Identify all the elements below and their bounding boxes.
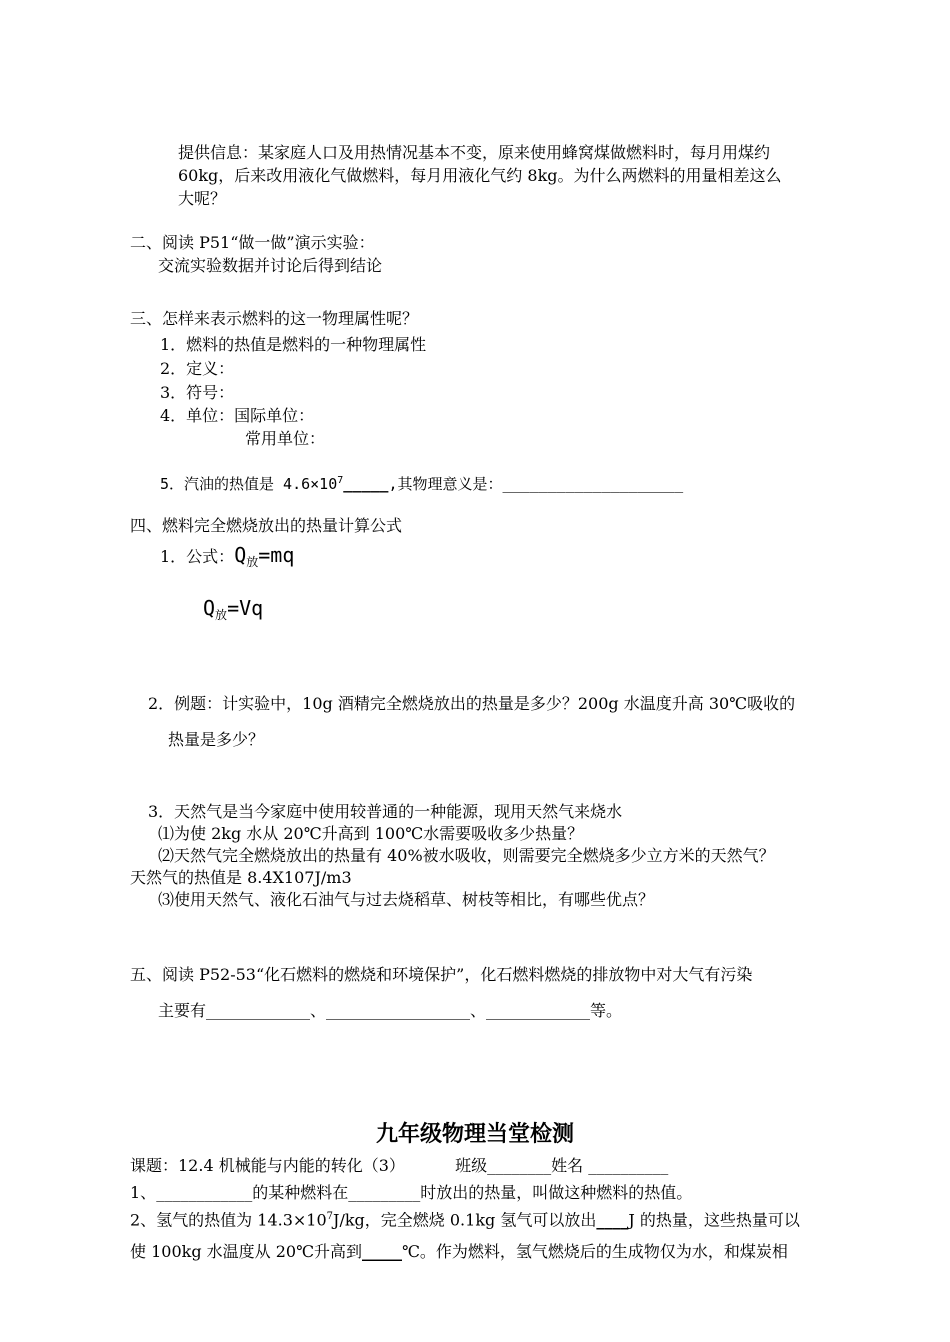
q1-number: 1、 [130,1183,157,1202]
example-3-part-3: ⑶使用天然气、液化石油气与过去烧稻草、树枝等相比，有哪些优点？ [158,890,655,909]
formula-q: Q [234,543,247,567]
example-2-line-1: 2．例题：计实验中，10g 酒精完全燃烧放出的热量是多少？200g 水温度升高 30℃吸收的 [148,694,796,713]
section-4-heading: 四、燃料完全燃烧放出的热量计算公式 [130,516,403,535]
q1-text-2: 时放出的热量，叫做这种燃料的热值。 [420,1183,693,1202]
pollutant-blank-3: _____________ [486,1001,591,1020]
formula-label: 1．公式： [160,547,235,566]
quiz-question-2-line-1 [130,1206,800,1231]
example-3-part-1: ⑴为使 2kg 水从 20℃升高到 100℃水需要吸收多少热量？ [158,824,584,843]
section-5-line-2 [158,1000,622,1022]
section-2-heading: 二、阅读 P51“做一做”演示实验： [130,233,375,252]
exponent: 7 [337,475,344,486]
lesson-title: 课题：12.4 机械能与内能的转化（3） [130,1156,405,1175]
intro-line-1: 提供信息：某家庭人口及用热情况基本不变，原来使用蜂窝煤做燃料时，每月用煤约 [178,143,771,162]
q2-blank-2: _____ [362,1242,402,1261]
section-3-item-4-common-unit: 常用单位： [245,429,326,448]
example-3-part-2-cont: 天然气的热值是 8.4X107J/m3 [130,868,352,887]
pollutants-end: 等。 [590,1001,623,1020]
quiz-lesson-line [130,1155,668,1177]
formula-2-rhs: =Vq [227,596,264,620]
q2-text-5: ℃。作为燃料，氢气燃烧后的生成物仅为水，和煤炭相 [402,1242,788,1261]
separator: 、 [470,1001,487,1020]
q2-text-2: J/kg，完全燃烧 0.1kg 氢气可以放出 [333,1210,597,1230]
pollutants-label: 主要有 [158,1001,207,1020]
q2-text-1: 2、氢气的热值为 14.3×10 [130,1210,327,1230]
example-3-part-2: ⑵天然气完全燃烧放出的热量有 40%被水吸收，则需要完全燃烧多少立方米的天然气？ [158,846,775,865]
section-3-item-2: 2．定义： [160,359,235,378]
formula-1 [160,544,294,573]
unit-blank: _____ [343,475,389,493]
q1-blank-2: _________ [348,1183,421,1202]
intro-line-2: 60kg，后来改用液化气做燃料，每月用液化气约 8kg。为什么两燃料的用量相差这么 [178,166,782,185]
quiz-question-1 [130,1182,692,1204]
section-5-line-1: 五、阅读 P52-53“化石燃料的燃烧和环境保护”，化石燃料燃烧的排放物中对大气有污染 [130,965,753,984]
exponent: 7 [326,1211,334,1222]
q2-text-3: J 的热量，这些热量可以 [628,1210,800,1230]
separator: 、 [310,1001,327,1020]
pollutant-blank-1: _____________ [206,1001,311,1020]
section-3-heading: 三、怎样来表示燃料的这一物理属性呢？ [130,309,419,328]
formula-sub: 放 [246,555,259,570]
class-label: 班级 [455,1156,488,1175]
formula-2 [203,597,263,626]
section-3-item-4: 4．单位：国际单位： [160,406,315,425]
section-3-item-1: 1．燃料的热值是燃料的一种物理属性 [160,335,427,354]
gasoline-heat-value: 5．汽油的热值是 4.6×10 [160,475,338,493]
formula-1-rhs: =mq [258,543,295,567]
example-3-heading: 3．天然气是当今家庭中使用较普通的一种能源，现用天然气来烧水 [148,802,623,821]
meaning-blank: ____________________ [502,475,684,493]
q2-blank-1: ____ [596,1210,629,1230]
name-label: 姓名 [551,1156,584,1175]
q2-text-4: 使 100kg 水温度从 20℃升高到 [130,1242,362,1261]
formula-sub: 放 [215,608,228,623]
name-blank: __________ [588,1156,669,1175]
section-2-text: 交流实验数据并讨论后得到结论 [158,256,383,275]
q1-blank-1: ____________ [156,1183,253,1202]
example-2-line-2: 热量是多少？ [168,730,265,749]
intro-line-3: 大呢？ [178,189,227,208]
pollutant-blank-2: __________________ [326,1001,471,1020]
quiz-question-2-line-2 [130,1241,788,1263]
section-3-item-3: 3．符号： [160,383,235,402]
meaning-label: ,其物理意义是： [388,475,503,493]
section-3-item-5 [160,470,683,495]
quiz-title: 九年级物理当堂检测 [375,1122,574,1147]
q1-text-1: 的某种燃料在 [252,1183,349,1202]
class-blank: ________ [487,1156,552,1175]
formula-q: Q [203,596,216,620]
